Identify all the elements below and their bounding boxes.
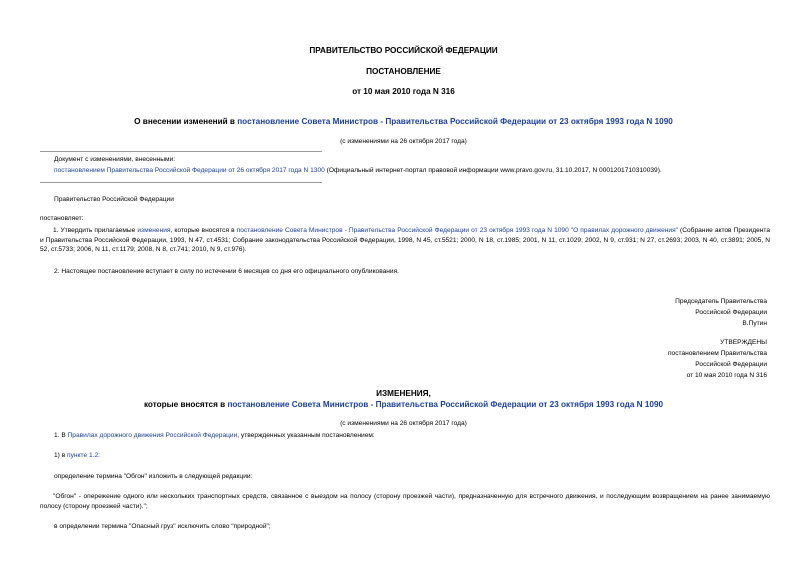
paragraph-1	[40, 226, 770, 255]
approved-line-1: УТВЕРЖДЕНЫ	[720, 339, 767, 346]
government-heading: ПРАВИТЕЛЬСТВО РОССИЙСКОЙ ФЕДЕРАЦИИ	[309, 46, 498, 55]
sub1-part-b: :	[98, 452, 100, 459]
amendments-label: Документ с изменениями, внесенными:	[54, 156, 176, 163]
p1-link-changes[interactable]: изменения	[137, 227, 171, 234]
title-link[interactable]: постановление Совета Министров - Правительства Российской Федерации от 23 октября 1993 года N 1090	[237, 117, 673, 126]
signature-line-1: Председатель Правительства	[675, 298, 767, 305]
definition-intro: определение термина "Обгон" изложить в следующей редакции:	[54, 473, 253, 480]
sub1-part-a: 1) в	[54, 452, 68, 459]
divider-bottom	[40, 182, 322, 183]
changes-revision-note: (с изменениями на 26 октября 2017 года)	[340, 420, 467, 427]
item-1	[54, 432, 375, 439]
decrees-text: постановляет:	[40, 215, 84, 222]
p1-part-a: 1. Утвердить прилагаемые	[53, 227, 138, 234]
item1-link[interactable]: Правилах дорожного движения Российской Федерации	[67, 432, 238, 439]
revision-note: (с изменениями на 26 октября 2017 года)	[340, 138, 467, 145]
item1-part-b: , утвержденных указанным постановлением:	[237, 432, 375, 439]
document-date: от 10 мая 2010 года N 316	[352, 87, 455, 96]
divider-top	[40, 151, 322, 152]
p1-part-b: , которые вносятся в	[170, 227, 237, 234]
changes-subtitle	[0, 400, 807, 409]
changes-subtitle-prefix: которые вносятся в	[143, 400, 228, 409]
document-title	[0, 117, 807, 126]
definition-text: "Обгон" - опережение одного или нескольких транспортных средств, связанное с выездом на полосу (сторону проезжей части), предназначенную для встречного движения, и последующим возвращением на ранее занимаемую полосу (сторону проезжей части).";	[40, 493, 770, 510]
last-line: в определении термина "Опасный груз" исключить слово "природной";	[54, 523, 271, 530]
title-prefix: О внесении изменений в	[134, 117, 238, 126]
signature-line-2: Российской Федерации	[695, 309, 767, 316]
signature-line-3: В.Путин	[742, 320, 767, 327]
amendment-link[interactable]: постановлением Правительства Российской Федерации от 26 октября 2017 года N 1300	[54, 167, 325, 174]
approved-line-2: постановлением Правительства	[667, 350, 767, 357]
item1-part-a: 1. В	[54, 432, 68, 439]
p1-part-c: (Собрание актов Президента и Правительства Российской Федерации, 1993, N 47, ст.4531; Собрание законодательства Российской Федерации, 1998, N 45, ст.5521; 2000, N 18, ст.1985; 2001, N 11, ст.1029; 2002, N 9, ст.931; N 27, ст.2693; 2003, N 40, ст.3891; 2005, N 52, ст.5733; 2006, N 11, ст.1179; 2008, N 8, ст.741; 2010, N 9, ст.976).	[40, 227, 770, 254]
approved-line-3: Российской Федерации	[695, 361, 767, 368]
document-type: ПОСТАНОВЛЕНИЕ	[366, 67, 441, 76]
amendment-source: (Официальный интернет-портал правовой информации www.pravo.gov.ru, 31.10.2017, N 0001201710310039).	[324, 167, 662, 174]
changes-title: ИЗМЕНЕНИЯ,	[376, 389, 431, 398]
gov-rf-text: Правительство Российской Федерации	[54, 196, 174, 203]
approved-line-4: от 10 мая 2010 года N 316	[686, 372, 767, 379]
changes-subtitle-link[interactable]: постановление Совета Министров - Правительства Российской Федерации от 23 октября 1993 года N 1090	[227, 400, 664, 409]
paragraph-2: 2. Настоящее постановление вступает в силу по истечении 6 месяцев со дня его официального опубликования.	[54, 268, 400, 275]
sub1-link[interactable]: пункте 1.2	[67, 452, 99, 459]
sub-item-1	[54, 452, 100, 459]
amendments-line	[54, 167, 662, 174]
p1-link-decree[interactable]: постановление Совета Министров - Правительства Российской Федерации от 23 октября 1993 года N 1090 "О правилах дорожного движения"	[236, 227, 679, 234]
